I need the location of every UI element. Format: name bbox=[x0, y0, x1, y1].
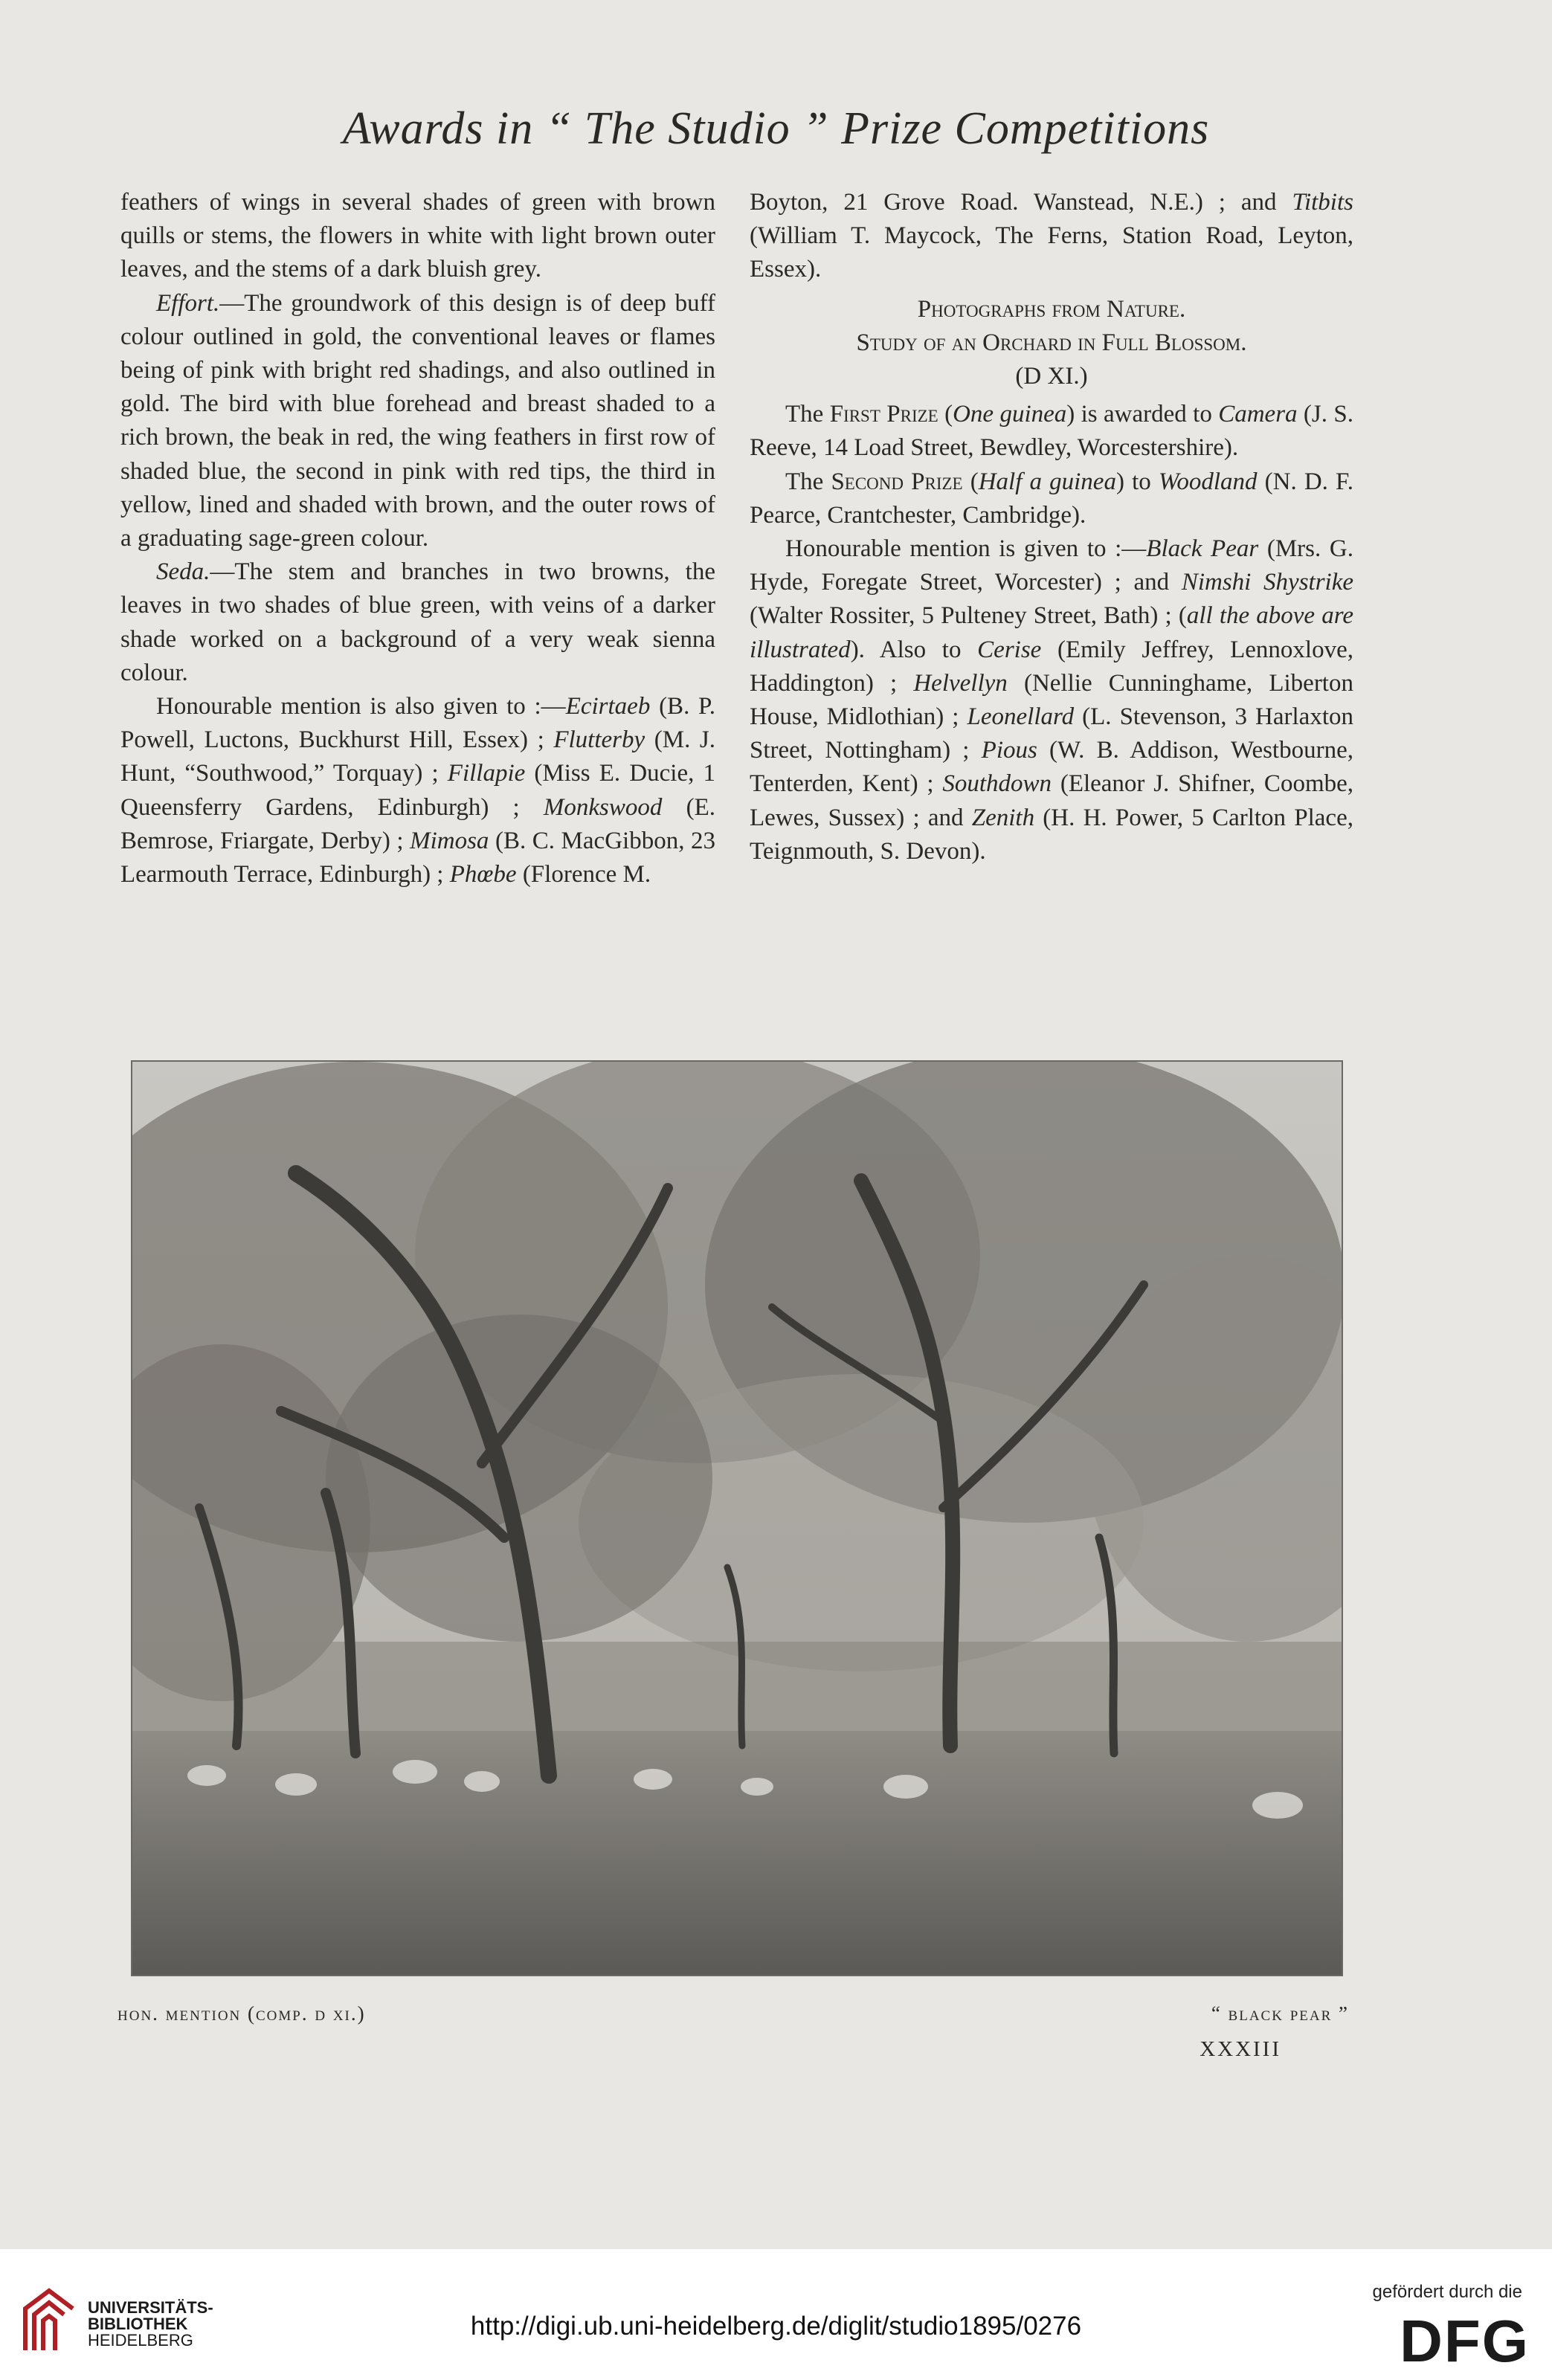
entry-name: Fillapie bbox=[447, 760, 526, 787]
subsection-heading: Study of an Orchard in Full Blossom. bbox=[856, 329, 1247, 356]
library-name: UNIVERSITÄTS- BIBLIOTHEK HEIDELBERG bbox=[88, 2298, 213, 2350]
dfg-logo: DFG bbox=[1400, 2308, 1530, 2374]
entry-name: Mimosa bbox=[410, 827, 489, 854]
entry-title: Effort. bbox=[156, 289, 220, 317]
paragraph-second-prize: The Second Prize (Half a guinea) to Woodland (N. D. F. Pearce, Crantchester, Cambridge). bbox=[750, 468, 1353, 529]
paragraph-continued: Boyton, 21 Grove Road. Wanstead, N.E.) ; and Titbits (William T. Maycock, The Ferns, Station Road, Leyton, Essex). bbox=[750, 189, 1353, 283]
page-number: XXXIII bbox=[1200, 2037, 1281, 2061]
funding-label: gefördert durch die bbox=[1372, 2282, 1522, 2302]
right-column bbox=[750, 186, 1353, 868]
figure-caption-left: hon. mention (comp. d xi.) bbox=[117, 2002, 366, 2025]
competition-code: (D XI.) bbox=[1015, 363, 1088, 390]
running-header: Awards in “ The Studio ” Prize Competitions bbox=[342, 103, 1210, 154]
figure-caption-right: “ black pear ” bbox=[1211, 2002, 1349, 2025]
paragraph: feathers of wings in several shades of green with brown quills or stems, the flowers in white with light brown outer leaves, and the stems of a dark bluish grey. bbox=[120, 189, 715, 283]
entry-name: Monkswood bbox=[543, 793, 663, 821]
entry-title: Seda. bbox=[156, 558, 210, 586]
paragraph-honourable-mentions: Honourable mention is given to :—Black Pear (Mrs. G. Hyde, Foregate Street, Worcester) ; and Nimshi Shystrike (Walter Rossiter, 5 Pulteney Street, Bath) ; (all the above are illustrated). Also to Cerise (Emily Jeffrey, Lennoxlove, Haddington) ; Helvellyn (Nellie Cunninghame, Liberton House, Midlothian) ; Leonellard (L. Stevenson, 3 Harlaxton Street, Nottingham) ; Pious (W. B. Addison, Westbourne, Tenterden, Kent) ; Southdown (Eleanor J. Shifner, Coombe, Lewes, Sussex) ; and Zenith (H. H. Power, 5 Carlton Place, Teignmouth, S. Devon). bbox=[750, 535, 1354, 865]
paragraph-honourable-mentions: Honourable mention is also given to :—Ecirtaeb (B. P. Powell, Luctons, Buckhurst Hill, Essex) ; Flutterby (M. J. Hunt, “Southwood,” Torquay) ; Fillapie (Miss E. Ducie, 1 Queensferry Gardens, Edinburgh) ; Monkswood (E. Bemrose, Friargate, Derby) ; Mimosa (B. C. MacGibbon, 23 Learmouth Terrace, Edinburgh) ; Phœbe (Florence M. bbox=[120, 693, 716, 889]
digitization-footer bbox=[0, 2249, 1552, 2380]
entry-name: Phœbe bbox=[449, 861, 517, 889]
orchard-photograph bbox=[131, 1060, 1343, 1976]
entry-name: Ecirtaeb bbox=[565, 693, 651, 720]
paragraph-first-prize: The First Prize (One guinea) is awarded to Camera (J. S. Reeve, 14 Load Street, Bewdley, Worcestershire). bbox=[750, 401, 1353, 462]
paragraph-effort: Effort.—The groundwork of this design is of deep buff colour outlined in gold, the conventional leaves or flames being of pink with bright red shadings, and also outlined in gold. The bird with blue forehead and breast shaded to a rich brown, the beak in red, the wing feathers in first row of shaded blue, the second in pink with red tips, the third in yellow, lined and shaded with brown, and the outer rows of a graduating sage-green colour. bbox=[120, 289, 715, 552]
entry-name: Flutterby bbox=[553, 726, 645, 754]
section-heading: Photographs from Nature. bbox=[917, 295, 1186, 323]
left-column bbox=[120, 186, 715, 891]
paragraph-seda: Seda.—The stem and branches in two browns, the leaves in two shades of blue green, with veins of a darker shade worked on a background of a very weak sienna colour. bbox=[120, 558, 715, 686]
source-url-link[interactable]: http://digi.ub.uni-heidelberg.de/diglit/studio1895/0276 bbox=[470, 2312, 1082, 2341]
